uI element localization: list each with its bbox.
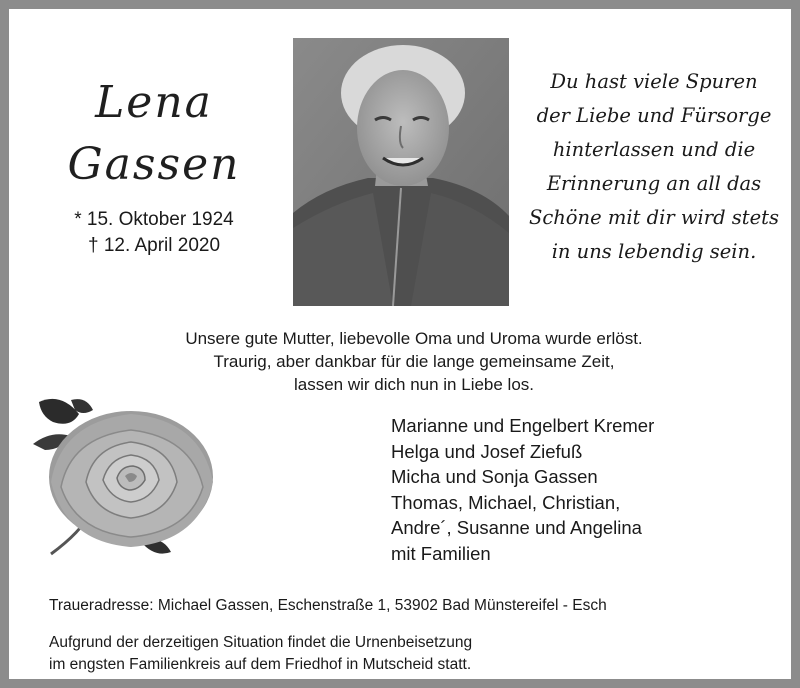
mourners-list xyxy=(391,413,654,566)
quote-line: in uns lebendig sein. xyxy=(551,240,757,263)
birth-date: * 15. Oktober 1924 xyxy=(74,209,234,230)
rose-illustration xyxy=(31,392,231,562)
mourning-address: Traueradresse: Michael Gassen, Eschenstraße 1, 53902 Bad Münstereifel - Esch xyxy=(49,597,607,614)
rose-icon xyxy=(31,392,231,562)
message-line: Unsere gute Mutter, liebevolle Oma und Uroma wurde erlöst. xyxy=(185,329,643,348)
mourner-line: Thomas, Michael, Christian, xyxy=(391,491,621,513)
quote-line: Erinnerung an all das xyxy=(546,172,762,195)
burial-note xyxy=(49,632,472,676)
note-line: im engsten Familienkreis auf dem Friedhof in Mutscheid statt. xyxy=(49,656,472,673)
mourner-line: mit Familien xyxy=(391,542,491,564)
note-line: Aufgrund der derzeitigen Situation findet die Urnenbeisetzung xyxy=(49,634,473,651)
mourner-line: Andre´, Susanne und Angelina xyxy=(391,517,642,538)
message-line: Traurig, aber dankbar für die lange gemeinsame Zeit, xyxy=(213,352,615,371)
quote-line: Schöne mit dir wird stets xyxy=(528,206,780,229)
mourner-line: Helga und Josef Ziefuß xyxy=(391,440,583,462)
mourner-line: Micha und Sonja Gassen xyxy=(391,466,598,487)
quote-line: Du hast viele Spuren xyxy=(550,70,758,93)
memorial-quote xyxy=(519,65,789,269)
farewell-message xyxy=(109,327,719,396)
death-date: † 12. April 2020 xyxy=(87,235,221,256)
mourner-line: Marianne und Engelbert Kremer xyxy=(391,415,655,436)
portrait-icon xyxy=(293,38,509,306)
quote-line: hinterlassen und die xyxy=(552,138,756,161)
deceased-last-name: Gassen xyxy=(67,139,241,190)
quote-line: der Liebe und Fürsorge xyxy=(536,104,772,127)
portrait-photo xyxy=(293,38,509,306)
message-line: lassen wir dich nun in Liebe los. xyxy=(293,375,535,394)
deceased-first-name: Lena xyxy=(95,77,213,128)
